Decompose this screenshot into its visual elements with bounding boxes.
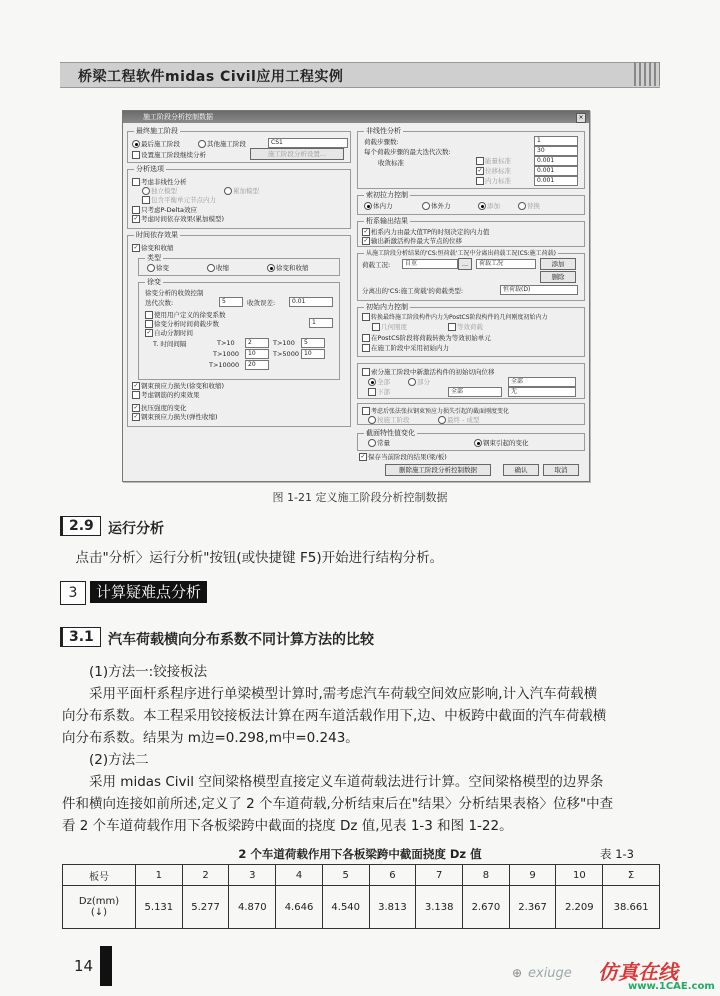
release-part-label: 部分 (417, 378, 430, 386)
dialog-title: 施工阶段分析控制数据 (143, 113, 213, 121)
external-force-label: 体外力 (431, 202, 451, 210)
by-tendon-label: 钢束引起的变化 (483, 439, 529, 447)
geo-stiff-label: 几何刚度 (381, 323, 407, 331)
constant-label: 常量 (377, 439, 390, 447)
postcs-checkbox[interactable] (362, 334, 370, 342)
row-label-line-2: (↓) (90, 907, 108, 918)
load-case-browse-button[interactable]: ... (458, 258, 472, 270)
t4-label: T>5000 (273, 350, 299, 358)
method1-line-2: 向分布系数。本工程采用铰接板法计算在两车道活载作用下,边、中板跨中截面的汽车荷载横 (62, 708, 607, 724)
section-change-group (357, 429, 585, 451)
user-defined-label: 使用用户定义的徐变系数 (154, 311, 226, 319)
cs-analysis-control-dialog (122, 110, 590, 482)
postcs-label: 在PostCS阶段将荷载转换为等效初始单元 (371, 334, 491, 342)
target-case-select[interactable]: 荷载工况 (476, 259, 536, 269)
force-input[interactable]: 0.001 (534, 176, 578, 186)
stage-select[interactable]: CS1 (268, 138, 348, 148)
sect-stiff-title: 考虑后张法张拉钢束预应力损失引起的截面刚度变化 (371, 408, 510, 415)
iterations-input[interactable]: 5 (219, 297, 243, 307)
by-stage-radio[interactable] (368, 416, 376, 424)
creep-and-shrinkage-radio[interactable] (267, 264, 275, 272)
page-bar (100, 946, 112, 986)
last-stage-radio[interactable] (132, 140, 140, 148)
creep-shrinkage-checkbox[interactable]: ✓ (133, 244, 139, 251)
t3-input[interactable]: 10 (245, 349, 269, 359)
tolerance-label: 收敛误差: (247, 299, 276, 307)
stage-setting-button[interactable]: 施工阶段分析设置... (250, 148, 344, 160)
method2-heading: (2)方法二 (89, 752, 149, 768)
tendon-loss-elastic-label: 钢束预应力损失(弹性收缩) (141, 413, 218, 421)
force-label: 内力标准 (485, 177, 511, 185)
cancel-button[interactable]: 取消 (543, 464, 579, 476)
shrinkage-radio[interactable] (207, 264, 215, 272)
t1-label: T>10 (217, 339, 235, 347)
output-group (357, 217, 585, 247)
header-cell: 6 (369, 865, 416, 886)
method2-line-1: 采用 midas Civil 空间梁格模型直接定义车道荷载法进行计算。空间梁格模型的边界条 (89, 774, 604, 790)
value-cell: 3.138 (416, 886, 463, 929)
time-dependent-group (127, 231, 351, 427)
deflection-table (62, 864, 660, 929)
nonlinear-analysis-group (357, 127, 585, 189)
release-select-1[interactable]: 全部 (508, 377, 576, 387)
value-cell: 5.277 (182, 886, 229, 929)
creep-radio[interactable] (147, 264, 155, 272)
section-change-title: 截面特性值变化 (366, 429, 415, 437)
creep-group (138, 278, 340, 380)
internal-force-radio[interactable] (364, 202, 372, 210)
tendon-force-title: 索初拉力控制 (366, 191, 408, 199)
method1-line-1: 采用平面杆系程序进行单梁模型计算时,需考虑汽车荷载空间效应影响,计入汽车荷载横 (89, 686, 598, 702)
release-select-3[interactable]: 无 (508, 387, 576, 397)
disp-label: 位移标准 (485, 167, 511, 175)
release-all-label: 全部 (377, 378, 390, 386)
internal-steps-label: 徐变分析时间荷载步数 (154, 320, 219, 328)
include-equilibrium-label: 包含平衡单元节点内力 (151, 196, 216, 204)
other-stage-label: 其他施工阶段 (207, 140, 246, 148)
type-group (138, 254, 340, 276)
release-lower-label: 下部 (377, 388, 390, 396)
load-steps-label: 荷载步骤数: (364, 138, 399, 146)
auto-split-checkbox[interactable]: ✓ (146, 329, 152, 336)
tolerance-input[interactable]: 0.01 (289, 297, 333, 307)
t1-input[interactable]: 2 (245, 338, 269, 348)
ok-button[interactable]: 确认 (503, 464, 539, 476)
watermark-text: exiuge (528, 966, 572, 981)
independent-radio[interactable] (142, 187, 150, 195)
method2-line-3: 看 2 个车道荷载作用下各板梁跨中截面的挠度 Dz 值,见表 1-3 和图 1-22。 (62, 818, 513, 834)
creep-release-checkbox[interactable] (362, 368, 370, 376)
include-equilibrium-checkbox[interactable] (142, 196, 150, 204)
tendon-loss-elastic-checkbox[interactable]: ✓ (133, 413, 139, 420)
cs-load-group (357, 250, 585, 301)
geo-stiff-checkbox[interactable] (372, 323, 380, 331)
add-load-case-button[interactable]: 添加 (540, 258, 576, 270)
dist-label: 分离出的'CS:施工荷载'的荷载类型: (362, 287, 464, 295)
value-cell: 4.870 (229, 886, 276, 929)
value-cell: 2.670 (463, 886, 510, 929)
init-force-title: 初始内力控制 (366, 303, 408, 311)
internal-steps-input[interactable]: 1 (309, 318, 333, 328)
internal-steps-checkbox[interactable] (145, 320, 153, 328)
method2-line-2: 件和横向连接如前所述,定义了 2 个车道荷载,分析结束后在"结果〉分析结果表格〉位移"中查 (62, 796, 614, 812)
tendon-force-group (357, 191, 585, 215)
time-dependent-title: 时间依存效果 (136, 231, 178, 239)
header-cell: 1 (136, 865, 183, 886)
replace-radio[interactable] (518, 202, 526, 210)
dist-select[interactable]: 恒荷载(D) (500, 285, 578, 295)
value-cell: 4.540 (322, 886, 369, 929)
accumulated-label: 累加模型 (233, 187, 259, 195)
t4-input[interactable]: 10 (301, 349, 325, 359)
disp-input[interactable]: 0.001 (534, 166, 578, 176)
tendon-cs-effect-checkbox[interactable] (132, 391, 140, 399)
value-cell: 38.661 (603, 886, 660, 929)
init-cs-label: 在施工阶段中采用初始内力 (371, 344, 449, 352)
creep-label: 徐变 (156, 264, 169, 272)
p-delta-label: 只考虑P-Delta效应 (141, 206, 197, 214)
force-checkbox[interactable] (476, 177, 484, 185)
tendon-loss-cs-checkbox[interactable]: ✓ (133, 382, 139, 389)
page-number: 14 (74, 957, 94, 975)
running-header-title: 桥梁工程软件midas Civil应用工程实例 (78, 69, 344, 85)
figure-caption: 图 1-21 定义施工阶段分析控制数据 (272, 491, 448, 504)
header-cell: 9 (509, 865, 556, 886)
convergence-control-label: 徐变分析的收敛控制 (145, 289, 204, 297)
by-stage-label: 按施工阶段 (377, 416, 410, 424)
section-3-1-number: 3.1 (60, 627, 101, 647)
header-cell: 板号 (63, 865, 136, 886)
final-stage-title: 最终施工阶段 (136, 127, 178, 135)
table-number: 表 1-3 (600, 847, 634, 861)
clear-data-button[interactable]: 删除施工阶段分析控制数据 (385, 464, 491, 476)
save-output-label: 保存当前阶段的结果(梁/板) (368, 453, 447, 461)
internal-force-label: 体内力 (373, 202, 393, 210)
header-cell: 3 (229, 865, 276, 886)
tendon-loss-cs-label: 钢束预应力损失(徐变和收缩) (141, 382, 225, 390)
delete-load-case-button[interactable]: 删除 (540, 271, 576, 283)
t3-label: T>1000 (213, 350, 239, 358)
section-2-9-number: 2.9 (60, 516, 101, 536)
max-iter-label: 每个荷载步骤的最大迭代次数: (364, 148, 451, 156)
table-header-row (63, 865, 660, 886)
dialog-titlebar (123, 111, 589, 123)
value-cell: 3.813 (369, 886, 416, 929)
convert-label: 转换最终施工阶段构件内力为PostCS阶段构件的几何刚度初始内力 (371, 314, 548, 321)
section-2-9-title: 运行分析 (108, 521, 164, 537)
table-row (63, 886, 660, 929)
convert-checkbox[interactable] (362, 313, 370, 321)
load-steps-input[interactable]: 1 (534, 136, 578, 146)
value-cell: 2.367 (509, 886, 556, 929)
last-stage-label: 最后施工阶段 (141, 140, 180, 148)
row-label-line-1: Dz(mm) (78, 896, 120, 907)
watermark-site: www.1CAE.com (628, 981, 715, 992)
load-case-label: 荷载工况: (362, 261, 391, 269)
conv-label: 收敛标准 (378, 159, 404, 167)
cs-load-title: 从施工阶段分析结果的'CS:恒荷载'工况中分离出荷载工况(CS:施工荷载) (366, 250, 557, 257)
time-dependent-label: 考虑时间依存效果(累加模型) (141, 215, 225, 223)
sect-stiff-group (357, 403, 585, 425)
header-cell: 8 (463, 865, 510, 886)
header-cell: 7 (416, 865, 463, 886)
run-analysis-paragraph: 点击"分析〉运行分析"按钮(或快捷键 F5)开始进行结构分析。 (75, 550, 444, 566)
section-3-title: 计算疑难点分析 (90, 581, 207, 603)
row-label-cell (63, 886, 136, 929)
method1-heading: (1)方法一:铰接板法 (89, 664, 208, 680)
max-deformation-checkbox[interactable]: ✓ (363, 237, 369, 244)
header-cell: 10 (556, 865, 603, 886)
at-final-radio[interactable] (438, 416, 446, 424)
analysis-options-group (127, 165, 351, 229)
truss-force-label: 桁系内力由最大值TP的时刻决定的内力值 (371, 228, 490, 236)
at-final-label: 最终 - 成型 (447, 416, 480, 424)
release-lower-checkbox[interactable] (368, 388, 376, 396)
nonlinear-label: 考虑非线性分析 (141, 178, 187, 186)
creep-and-shrinkage-label: 徐变和收缩 (276, 264, 309, 272)
max-iter-input[interactable]: 30 (534, 146, 578, 156)
creep-release-title: 索分施工阶段中新激活构件的初始切向位移 (371, 368, 495, 376)
tendon-cs-effect-label: 考虑钢筋的约束效果 (141, 391, 200, 399)
independent-label: 独立模型 (151, 187, 177, 195)
user-defined-checkbox[interactable] (145, 311, 153, 319)
creep-shrinkage-label: 徐变和收缩 (141, 244, 174, 252)
section-3-1-title: 汽车荷载横向分布系数不同计算方法的比较 (108, 632, 374, 648)
disp-checkbox[interactable]: ✓ (477, 167, 483, 174)
header-cell: 4 (276, 865, 323, 886)
value-cell: 5.131 (136, 886, 183, 929)
method1-line-3: 向分布系数。结果为 m边=0.298,m中=0.243。 (62, 730, 359, 746)
creep-group-title: 徐变 (147, 278, 161, 286)
release-all-radio[interactable] (368, 378, 376, 386)
value-cell: 4.646 (276, 886, 323, 929)
shrinkage-label: 收缩 (216, 264, 229, 272)
iterations-label: 迭代次数: (145, 299, 174, 307)
header-cell: 5 (322, 865, 369, 886)
nonlinear-checkbox[interactable] (132, 178, 140, 186)
header-cell: 2 (182, 865, 229, 886)
constant-radio[interactable] (368, 439, 376, 447)
max-deformation-label: 输出新激活构件最大节点的位移 (371, 237, 462, 245)
add-radio[interactable] (478, 202, 486, 210)
set-stage-analysis-label: 设置施工阶段继续分析 (141, 151, 206, 159)
variation-strength-checkbox[interactable]: ✓ (133, 404, 139, 411)
creep-release-group (357, 363, 585, 399)
t2-label: T>100 (273, 339, 295, 347)
sect-stiff-checkbox[interactable] (362, 407, 370, 415)
external-force-radio[interactable] (422, 202, 430, 210)
output-title: 桁系输出结果 (366, 217, 408, 225)
equiv-force-label: 等效荷载 (457, 323, 483, 331)
section-3-number: 3 (60, 581, 86, 605)
p-delta-checkbox[interactable] (132, 206, 140, 214)
accumulated-radio[interactable] (224, 187, 232, 195)
nonlinear-analysis-title: 非线性分析 (366, 127, 401, 135)
value-cell: 2.209 (556, 886, 603, 929)
replace-label: 替换 (527, 202, 540, 210)
add-label: 添加 (487, 202, 500, 210)
set-stage-analysis-checkbox[interactable] (132, 151, 140, 159)
init-force-group (357, 303, 585, 357)
t5-input[interactable]: 20 (245, 360, 269, 370)
truss-force-checkbox[interactable]: ✓ (363, 228, 369, 235)
t2-input[interactable]: 5 (301, 338, 325, 348)
type-title: 类型 (147, 254, 161, 262)
init-cs-checkbox[interactable] (362, 344, 370, 352)
auto-split-label: 自动分割时间 (154, 329, 193, 337)
close-icon[interactable]: × (576, 113, 586, 123)
other-stage-radio[interactable] (198, 140, 206, 148)
table-caption: 2 个车道荷载作用下各板梁跨中截面挠度 Dz 值 (238, 847, 482, 861)
t5-label: T>10000 (209, 361, 240, 369)
equiv-force-checkbox[interactable] (448, 323, 456, 331)
energy-input[interactable]: 0.001 (534, 156, 578, 166)
variation-strength-label: 抗压强度的变化 (141, 404, 187, 412)
release-select-2[interactable]: 全部 (448, 387, 502, 397)
load-case-select[interactable]: 自重 (402, 259, 458, 269)
time-dependent-checkbox[interactable]: ✓ (133, 215, 139, 222)
final-stage-group (127, 127, 351, 163)
energy-checkbox[interactable] (476, 157, 484, 165)
t-split-label: T. 时间间隔 (153, 340, 187, 348)
header-stripes (634, 62, 660, 86)
energy-label: 能量标准 (485, 157, 511, 165)
wechat-icon: ⊕ (512, 966, 523, 980)
analysis-options-title: 分析选项 (136, 165, 164, 173)
by-tendon-radio[interactable] (474, 439, 482, 447)
header-cell: Σ (603, 865, 660, 886)
watermark-brand: 仿真在线 (598, 960, 678, 984)
save-output-checkbox[interactable]: ✓ (360, 453, 366, 460)
release-part-radio[interactable] (408, 378, 416, 386)
